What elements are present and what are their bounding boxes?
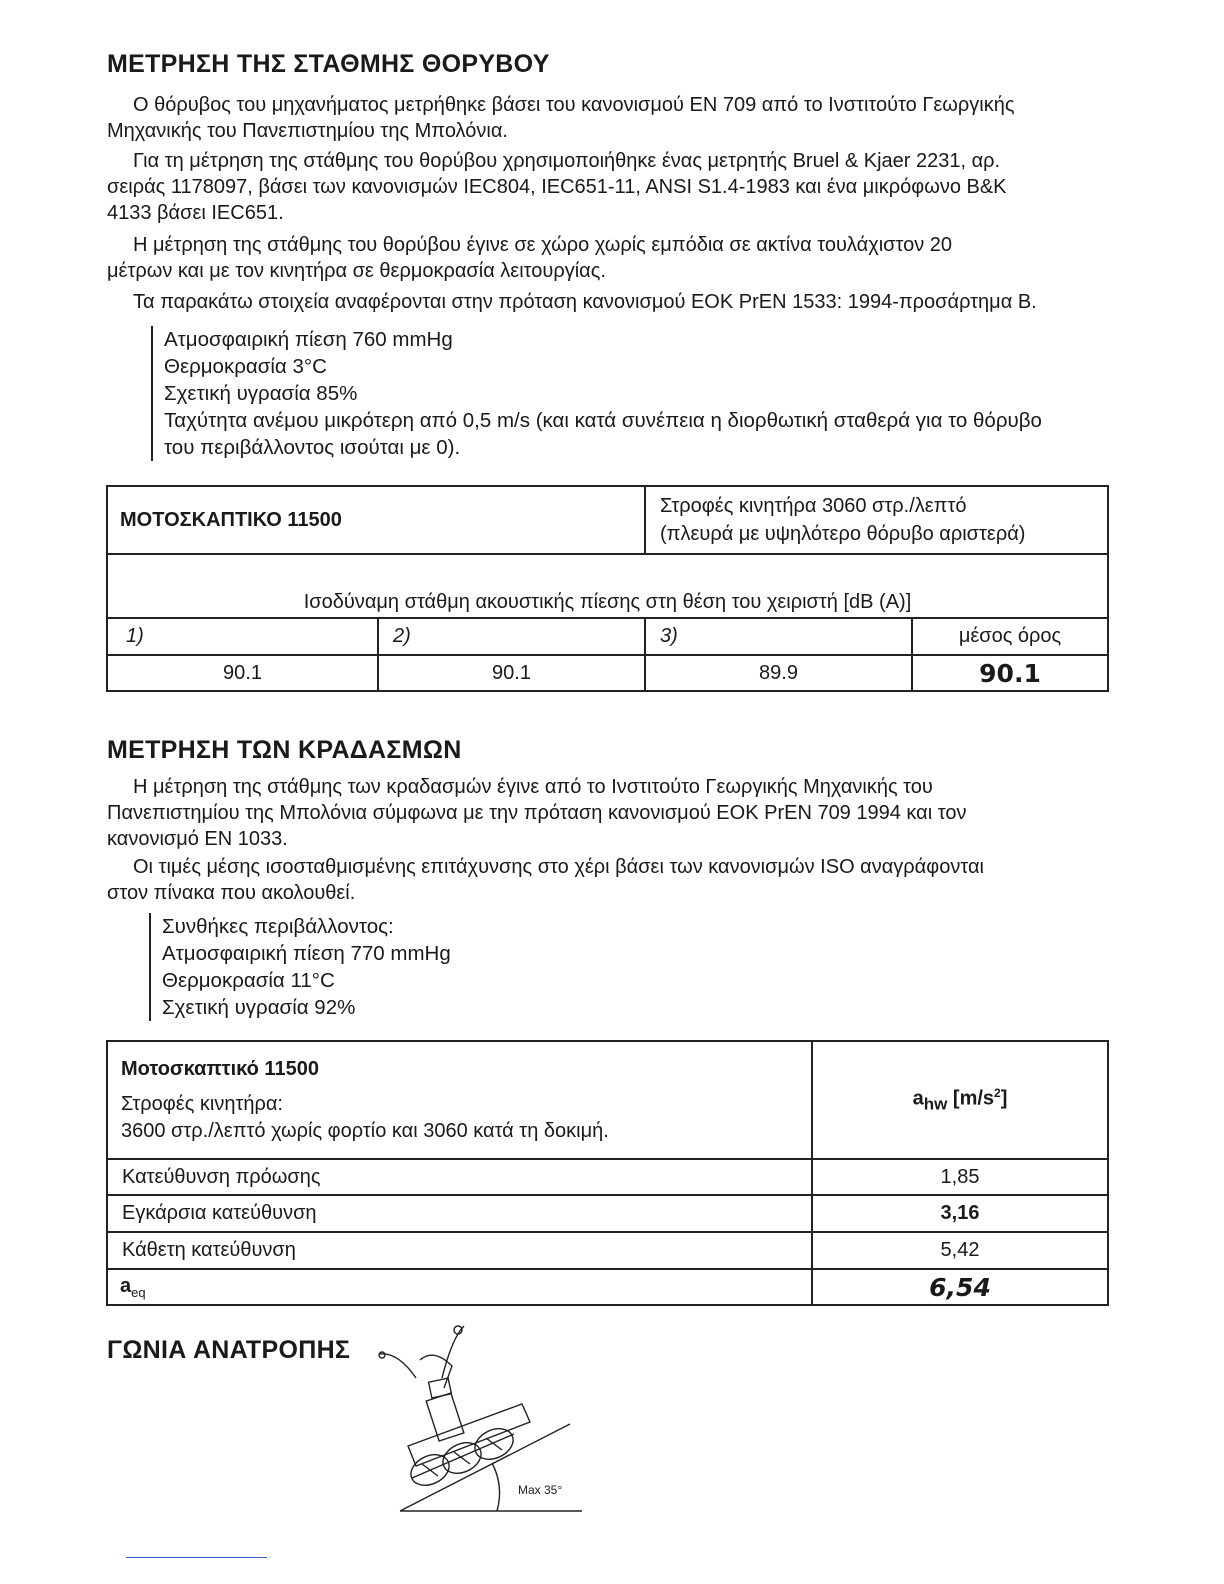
aeq-value: 6,54 [812,1269,1108,1305]
text-line: Ο θόρυβος του μηχανήματος μετρήθηκε βάσει του κανονισμού EN 709 από το Ινστιτούτο Γεωργικής [133,94,1015,116]
text-line: σειράς 1178097, βάσει των κανονισμών IEC804, IEC651-11, ANSI S1.4-1983 και ένα μικρόφωνο B&K [107,176,1007,198]
noise-model: ΜΟΤΟΣΚΑΠΤΙΚΟ 11500 [120,508,342,531]
noise-header-2: 2) [378,618,645,655]
noise-conditions [151,326,1042,461]
vibration-row-label: Κατεύθυνση πρόωσης [107,1159,812,1195]
noise-value-average: 90.1 [912,655,1108,691]
noise-rpm-note: (πλευρά με υψηλότερο θόρυβο αριστερά) [660,523,1026,545]
max-angle-label: Max 35° [518,1483,563,1497]
text-line: Τα παρακάτω στοιχεία αναφέρονται στην πρόταση κανονισμού ΕΟΚ PrEN 1533: 1994-προσάρτημα Β. [133,291,1037,313]
vibration-unit-cell [812,1041,1108,1159]
noise-paragraph-4 [107,289,1109,315]
condition-header: Συνθήκες περιβάλλοντος: [162,915,394,938]
vibration-paragraph-1 [107,774,1109,852]
aeq-subscript: eq [131,1284,146,1300]
text-line: κανονισμό EN 1033. [107,828,288,850]
noise-value-1: 90.1 [107,655,378,691]
vibration-rpm-detail: 3600 στρ./λεπτό χωρίς φορτίο και 3060 κατά τη δοκιμή. [121,1119,609,1142]
text-line: Για τη μέτρηση της στάθμης του θορύβου χρησιμοποιήθηκε ένας μετρητής Bruel & Kjaer 2231, αρ. [133,150,1001,172]
noise-header-1: 1) [107,618,378,655]
condition-humidity: Σχετική υγρασία 85% [164,382,358,405]
noise-header-3: 3) [645,618,912,655]
vibration-paragraph-2 [107,854,1109,906]
noise-rpm: Στροφές κινητήρα 3060 στρ./λεπτό [660,495,967,517]
vibration-rpm: Στροφές κινητήρα: [121,1092,283,1115]
noise-value-2: 90.1 [378,655,645,691]
condition-humidity: Σχετική υγρασία 92% [162,996,356,1019]
condition-temperature: Θερμοκρασία 11°C [162,969,335,992]
vibration-section-title: ΜΕΤΡΗΣΗ ΤΩΝ ΚΡΑΔΑΣΜΩΝ [107,736,462,764]
noise-value-3: 89.9 [645,655,912,691]
condition-pressure: Ατμοσφαιρική πίεση 760 mmHg [164,328,453,351]
column-joint [429,1378,452,1398]
text-line: Πανεπιστημίου της Μπολόνια σύμφωνα με την πρόταση κανονισμού ΕΟΚ PrEN 709 1994 και τον [107,802,967,824]
condition-wind: Ταχύτητα ανέμου μικρότερη από 0,5 m/s (και κατά συνέπεια η διορθωτική σταθερά για το θόρυβο [164,409,1042,432]
vibration-conditions [149,913,451,1021]
text-line: Η μέτρηση της στάθμης του θορύβου έγινε σε χώρο χωρίς εμπόδια σε ακτίνα τουλάχιστον 20 [133,234,953,256]
vibration-row-label: Εγκάρσια κατεύθυνση [107,1195,812,1232]
footer-rule [126,1557,267,1558]
ground-slope [400,1424,570,1511]
noise-table [106,485,1109,692]
aeq-label-cell [107,1269,812,1305]
vibration-model: Μοτοσκαπτικό 11500 [121,1057,319,1080]
aeq-symbol: a [120,1274,132,1297]
noise-section-title: ΜΕΤΡΗΣΗ ΤΗΣ ΣΤΑΘΜΗΣ ΘΟΡΥΒΟΥ [107,50,550,78]
condition-wind-cont: του περιβάλλοντος ισούται με 0). [164,436,461,459]
condition-temperature: Θερμοκρασία 3°C [164,355,327,378]
text-line: Μηχανικής του Πανεπιστημίου της Μπολόνια. [107,120,508,142]
noise-paragraph-1 [107,92,1109,144]
unit-close: ] [1000,1087,1008,1110]
noise-paragraph-2 [107,148,1109,226]
unit-subscript: hw [923,1094,948,1114]
vibration-table [106,1040,1109,1306]
text-line: 4133 βάσει IEC651. [107,202,284,224]
handle-grip [379,1352,385,1358]
angle-arc [492,1463,500,1511]
noise-paragraph-3 [107,232,1109,284]
vibration-row-value: 5,42 [812,1232,1108,1269]
tiller-tip-illustration [372,1318,587,1518]
unit-text: [m/s [952,1087,995,1110]
gear-column [426,1393,464,1441]
noise-header-average: μέσος όρος [912,618,1108,655]
noise-model-cell [107,486,645,554]
handlebar-cable [380,1354,416,1378]
text-line: μέτρων και με τον κινητήρα σε θερμοκρασία λειτουργίας. [107,260,606,282]
text-line: Η μέτρηση της στάθμης των κραδασμών έγινε από το Ινστιτούτο Γεωργικής Μηχανικής του [133,776,933,798]
condition-pressure: Ατμοσφαιρική πίεση 770 mmHg [162,942,451,965]
noise-caption: Ισοδύναμη στάθμη ακουστικής πίεσης στη θέση του χειριστή [dB (A)] [303,591,912,613]
noise-caption-cell [107,554,1108,618]
text-line: Οι τιμές μέσης ισοσταθμισμένης επιτάχυνσης στο χέρι βάσει των κανονισμών ISO αναγράφονται [133,856,984,878]
unit-superscript: 2 [994,1086,1001,1100]
text-line: στον πίνακα που ακολουθεί. [107,882,356,904]
vibration-row-value: 1,85 [812,1159,1108,1195]
vibration-model-cell [107,1041,812,1159]
vibration-row-label: Κάθετη κατεύθυνση [107,1232,812,1269]
unit-symbol: a [912,1087,924,1110]
tip-section-title: ΓΩΝΙΑ ΑΝΑΤΡΟΠΗΣ [107,1336,351,1364]
vibration-row-value: 3,16 [812,1195,1108,1232]
noise-rpm-cell [645,486,1108,554]
